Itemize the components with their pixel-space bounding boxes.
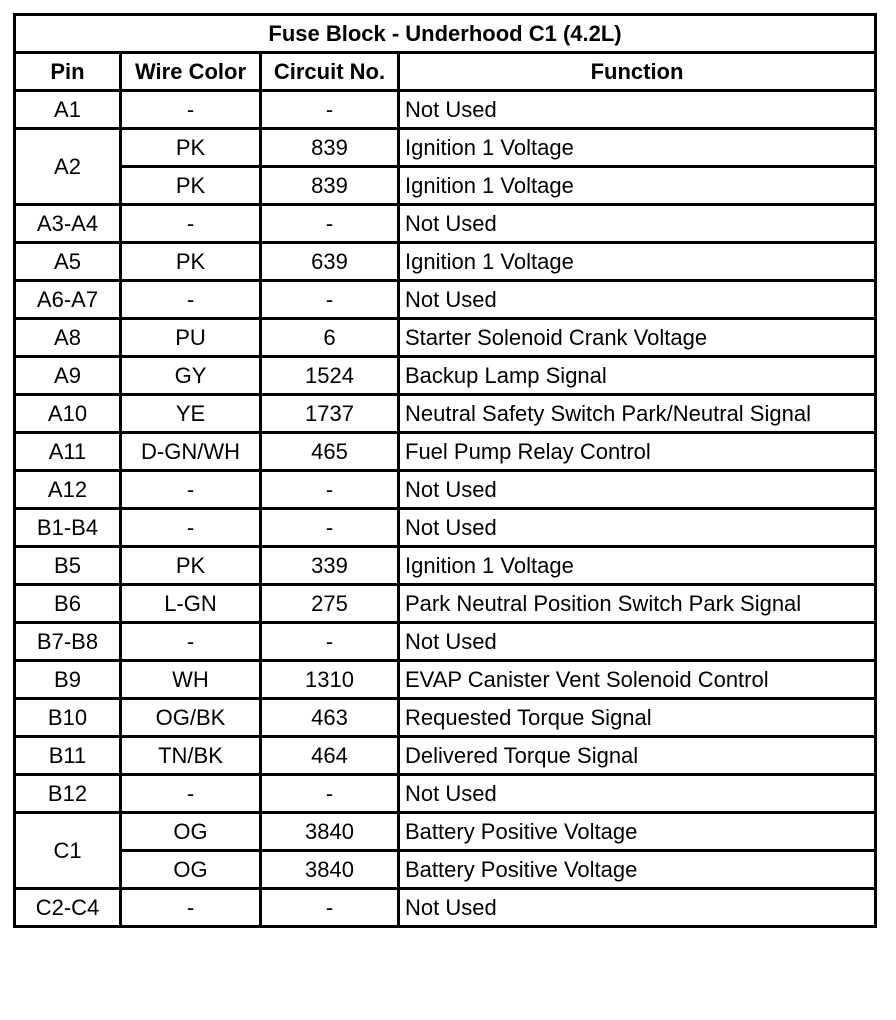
circuit-cell: 1737: [261, 395, 399, 433]
circuit-cell: 3840: [261, 851, 399, 889]
wire-color-cell: -: [121, 623, 261, 661]
function-cell: Fuel Pump Relay Control: [399, 433, 876, 471]
circuit-cell: -: [261, 889, 399, 927]
pin-cell: A10: [15, 395, 121, 433]
function-cell: Not Used: [399, 281, 876, 319]
wire-color-cell: OG: [121, 813, 261, 851]
circuit-cell: 464: [261, 737, 399, 775]
function-cell: Not Used: [399, 623, 876, 661]
function-cell: Battery Positive Voltage: [399, 851, 876, 889]
pin-cell: B1-B4: [15, 509, 121, 547]
circuit-cell: -: [261, 509, 399, 547]
function-cell: EVAP Canister Vent Solenoid Control: [399, 661, 876, 699]
table-row: [15, 661, 876, 699]
circuit-cell: 465: [261, 433, 399, 471]
table-row: [15, 623, 876, 661]
table-row: [15, 585, 876, 623]
pin-cell: A8: [15, 319, 121, 357]
pin-cell: A1: [15, 91, 121, 129]
wire-color-cell: PU: [121, 319, 261, 357]
wire-color-cell: -: [121, 205, 261, 243]
wire-color-cell: -: [121, 281, 261, 319]
table-row: [15, 243, 876, 281]
function-cell: Ignition 1 Voltage: [399, 167, 876, 205]
wire-color-cell: YE: [121, 395, 261, 433]
pin-cell: A2: [15, 129, 121, 205]
function-cell: Neutral Safety Switch Park/Neutral Signal: [399, 395, 876, 433]
table-row: [15, 509, 876, 547]
table-row: [15, 395, 876, 433]
circuit-cell: 1310: [261, 661, 399, 699]
circuit-cell: -: [261, 471, 399, 509]
table-row: [15, 205, 876, 243]
wire-color-cell: PK: [121, 243, 261, 281]
table-row: [15, 319, 876, 357]
table-title: Fuse Block - Underhood C1 (4.2L): [15, 15, 876, 53]
pin-cell: C1: [15, 813, 121, 889]
table-row: [15, 471, 876, 509]
table-row: [15, 851, 876, 889]
header-row: [15, 53, 876, 91]
circuit-cell: -: [261, 775, 399, 813]
table-row: [15, 167, 876, 205]
header-pin: Pin: [15, 53, 121, 91]
circuit-cell: 463: [261, 699, 399, 737]
function-cell: Not Used: [399, 509, 876, 547]
table-row: [15, 699, 876, 737]
table-row: [15, 91, 876, 129]
circuit-cell: 839: [261, 167, 399, 205]
pin-cell: A9: [15, 357, 121, 395]
wire-color-cell: OG/BK: [121, 699, 261, 737]
table-row: [15, 813, 876, 851]
table-row: [15, 737, 876, 775]
wire-color-cell: -: [121, 509, 261, 547]
pin-cell: B10: [15, 699, 121, 737]
wire-color-cell: GY: [121, 357, 261, 395]
table-row: [15, 775, 876, 813]
wire-color-cell: -: [121, 471, 261, 509]
table-row: [15, 547, 876, 585]
pin-cell: A3-A4: [15, 205, 121, 243]
circuit-cell: 3840: [261, 813, 399, 851]
circuit-cell: 1524: [261, 357, 399, 395]
pin-cell: B12: [15, 775, 121, 813]
wire-color-cell: -: [121, 889, 261, 927]
table-row: [15, 433, 876, 471]
pin-cell: B11: [15, 737, 121, 775]
wire-color-cell: PK: [121, 167, 261, 205]
function-cell: Not Used: [399, 889, 876, 927]
function-cell: Delivered Torque Signal: [399, 737, 876, 775]
function-cell: Ignition 1 Voltage: [399, 129, 876, 167]
pin-cell: C2-C4: [15, 889, 121, 927]
function-cell: Requested Torque Signal: [399, 699, 876, 737]
title-row: [15, 15, 876, 53]
circuit-cell: -: [261, 205, 399, 243]
circuit-cell: -: [261, 91, 399, 129]
circuit-cell: 639: [261, 243, 399, 281]
function-cell: Backup Lamp Signal: [399, 357, 876, 395]
pin-cell: A6-A7: [15, 281, 121, 319]
wire-color-cell: TN/BK: [121, 737, 261, 775]
table-row: [15, 889, 876, 927]
circuit-cell: -: [261, 623, 399, 661]
function-cell: Not Used: [399, 205, 876, 243]
wire-color-cell: WH: [121, 661, 261, 699]
pin-cell: A12: [15, 471, 121, 509]
connector-pinout-table: [13, 13, 877, 928]
circuit-cell: 339: [261, 547, 399, 585]
wire-color-cell: D-GN/WH: [121, 433, 261, 471]
function-cell: Not Used: [399, 471, 876, 509]
function-cell: Battery Positive Voltage: [399, 813, 876, 851]
circuit-cell: -: [261, 281, 399, 319]
header-function: Function: [399, 53, 876, 91]
wire-color-cell: -: [121, 91, 261, 129]
header-wire-color: Wire Color: [121, 53, 261, 91]
function-cell: Ignition 1 Voltage: [399, 547, 876, 585]
circuit-cell: 275: [261, 585, 399, 623]
table-row: [15, 357, 876, 395]
pin-cell: B9: [15, 661, 121, 699]
function-cell: Ignition 1 Voltage: [399, 243, 876, 281]
pin-cell: B5: [15, 547, 121, 585]
table-row: [15, 281, 876, 319]
circuit-cell: 839: [261, 129, 399, 167]
header-circuit-no: Circuit No.: [261, 53, 399, 91]
wire-color-cell: PK: [121, 547, 261, 585]
circuit-cell: 6: [261, 319, 399, 357]
pin-cell: B7-B8: [15, 623, 121, 661]
function-cell: Park Neutral Position Switch Park Signal: [399, 585, 876, 623]
wire-color-cell: PK: [121, 129, 261, 167]
function-cell: Not Used: [399, 91, 876, 129]
pin-cell: A11: [15, 433, 121, 471]
wire-color-cell: OG: [121, 851, 261, 889]
pin-cell: B6: [15, 585, 121, 623]
wire-color-cell: -: [121, 775, 261, 813]
function-cell: Not Used: [399, 775, 876, 813]
table-row: [15, 129, 876, 167]
function-cell: Starter Solenoid Crank Voltage: [399, 319, 876, 357]
pin-cell: A5: [15, 243, 121, 281]
wire-color-cell: L-GN: [121, 585, 261, 623]
